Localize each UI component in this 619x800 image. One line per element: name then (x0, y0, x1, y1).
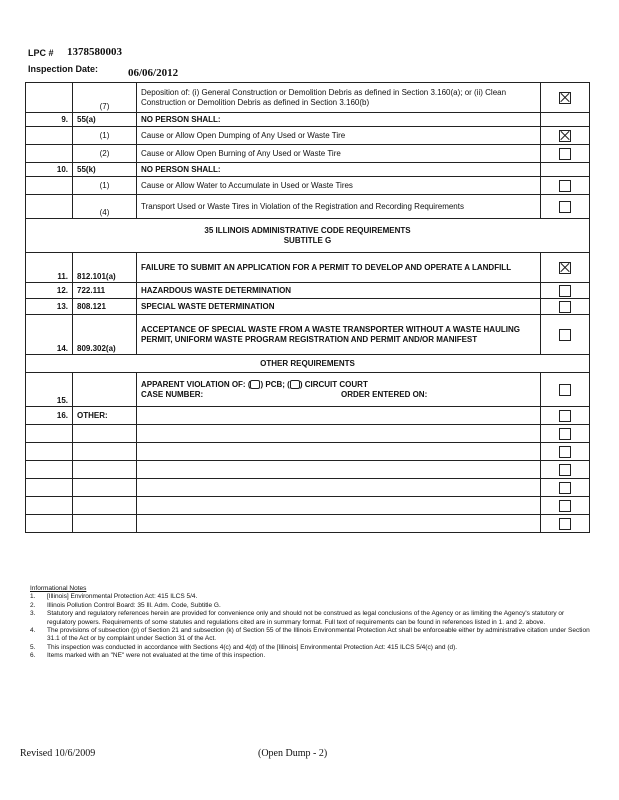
table-row (26, 315, 590, 355)
case-number-label: CASE NUMBER: (141, 389, 204, 399)
row-code: 55(a) (73, 113, 137, 127)
row-code: 809.302(a) (73, 315, 137, 355)
other-label: OTHER: (73, 407, 137, 425)
table-row (26, 253, 590, 283)
apparent-violation-label: APPARENT VIOLATION OF: (141, 379, 246, 389)
row-text: Cause or Allow Open Dumping of Any Used or Waste Tire (137, 127, 541, 145)
row-text: Cause or Allow Open Burning of Any Used or Waste Tire (137, 145, 541, 163)
table-row (26, 83, 590, 113)
note-text: [Illinois] Environmental Protection Act: 415 ILCS 5/4. (47, 593, 198, 601)
section-header-row (26, 355, 590, 373)
checkbox-other-6[interactable] (559, 500, 571, 512)
row-text: Transport Used or Waste Tires in Violation of the Registration and Recording Requirements (137, 195, 541, 219)
checkbox-12[interactable] (559, 285, 571, 297)
note-number: 1. (30, 593, 36, 601)
section-line-1: 35 ILLINOIS ADMINISTRATIVE CODE REQUIREMENTS (204, 225, 411, 235)
page-label: (Open Dump - 2) (258, 748, 328, 759)
checkbox-other-4[interactable] (559, 464, 571, 476)
section-title-other: OTHER REQUIREMENTS (26, 355, 590, 373)
row-text: HAZARDOUS WASTE DETERMINATION (137, 283, 541, 299)
checkbox-other-7[interactable] (559, 518, 571, 530)
section-line-2: SUBTITLE G (283, 235, 332, 245)
note-item (30, 652, 590, 660)
note-item (30, 602, 590, 610)
row-number: 15. (26, 373, 73, 407)
other-text-field[interactable] (137, 407, 541, 425)
row-number: 14. (26, 315, 73, 355)
row-sub: (7) (73, 83, 137, 113)
lpc-label: LPC # (28, 48, 54, 58)
apparent-violation-cell: APPARENT VIOLATION OF: ( ) PCB; ( ) CIRCUIT COURT CASE NUMBER: ORDER ENTERED ON: (137, 373, 541, 407)
row-text: SPECIAL WASTE DETERMINATION (137, 299, 541, 315)
note-item (30, 610, 590, 627)
other-text-field[interactable] (137, 497, 541, 515)
notes-list (30, 593, 590, 660)
checkbox-9-2[interactable] (559, 148, 571, 160)
row-text: NO PERSON SHALL: (137, 163, 541, 177)
checkbox-11[interactable] (559, 262, 571, 274)
pcb-checkbox[interactable] (250, 380, 260, 389)
order-entered-label: ORDER ENTERED ON: (341, 389, 428, 399)
note-text: The provisions of subsection (p) of Section 21 and subsection (k) of Section 55 of the Illinois Environmental Protection Act shall be enforceable either by administrative citation under Section 31.1 of the Act or by complaint under Section 31 of the Act. (47, 627, 590, 643)
row-number: 16. (26, 407, 73, 425)
table-row (26, 283, 590, 299)
checkbox-7[interactable] (559, 92, 571, 104)
note-text: Illinois Pollution Control Board: 35 Ill. Adm. Code, Subtitle G. (47, 601, 221, 609)
checkbox-other-3[interactable] (559, 446, 571, 458)
note-item (30, 644, 590, 652)
row-code: 722.111 (73, 283, 137, 299)
other-text-field[interactable] (137, 443, 541, 461)
section-title-35-iac (26, 219, 590, 253)
table-row (26, 163, 590, 177)
row-text: Deposition of: (i) General Construction or Demolition Debris as defined in Section 3.160(a); or (ii) Clean Construction or Demolition Debris as defined in Section 3.160(b) (137, 83, 541, 113)
section-header-row (26, 219, 590, 253)
row-code: 55(k) (73, 163, 137, 177)
requirements-table (25, 82, 590, 533)
note-number: 2. (30, 601, 36, 609)
inspection-date-label: Inspection Date: (28, 64, 99, 74)
row-text: FAILURE TO SUBMIT AN APPLICATION FOR A PERMIT TO DEVELOP AND OPERATE A LANDFILL (137, 253, 541, 283)
checkbox-10-1[interactable] (559, 180, 571, 192)
row-number: 10. (26, 163, 73, 177)
table-row (26, 373, 590, 407)
checkbox-10-4[interactable] (559, 201, 571, 213)
table-row (26, 497, 590, 515)
row-sub: (2) (73, 145, 137, 163)
note-number: 6. (30, 652, 36, 660)
row-sub: (4) (73, 195, 137, 219)
lpc-number: 1378580003 (67, 46, 122, 58)
note-item (30, 593, 590, 601)
row-number: 9. (26, 113, 73, 127)
row-code: 812.101(a) (73, 253, 137, 283)
checkbox-13[interactable] (559, 301, 571, 313)
checkbox-16[interactable] (559, 410, 571, 422)
table-row (26, 443, 590, 461)
table-row (26, 515, 590, 533)
table-row (26, 177, 590, 195)
table-row (26, 407, 590, 425)
checkbox-other-5[interactable] (559, 482, 571, 494)
table-row (26, 145, 590, 163)
table-row (26, 425, 590, 443)
checkbox-other-2[interactable] (559, 428, 571, 440)
circuit-court-checkbox[interactable] (290, 380, 300, 389)
row-sub: (1) (73, 127, 137, 145)
note-number: 5. (30, 643, 36, 651)
table-row (26, 461, 590, 479)
other-text-field[interactable] (137, 461, 541, 479)
table-row (26, 299, 590, 315)
note-text: Items marked with an "NE" were not evaluated at the time of this inspection. (47, 652, 266, 660)
table-row (26, 195, 590, 219)
circuit-court-label: CIRCUIT COURT (304, 379, 368, 389)
note-item (30, 627, 590, 644)
row-number: 11. (26, 253, 73, 283)
row-number: 13. (26, 299, 73, 315)
row-text: Cause or Allow Water to Accumulate in Used or Waste Tires (137, 177, 541, 195)
note-text: Statutory and regulatory references herein are provided for convenience only and should not be construed as legal conclusions of the Agency or as limiting the Agency's statutory or regulatory powers. Requirements of some statutes and regulations cited are in summary format. Full text of requirements can be found in references listed in 1. and 2. above. (47, 610, 565, 626)
note-number: 4. (30, 627, 36, 635)
table-row (26, 113, 590, 127)
informational-notes (30, 585, 590, 661)
checkbox-14[interactable] (559, 329, 571, 341)
note-number: 3. (30, 610, 36, 618)
note-text: This inspection was conducted in accordance with Sections 4(c) and 4(d) of the [Illinois] Environmental Protection Act: 415 ILCS 5/4(c) and (d). (47, 643, 458, 651)
revised-date: Revised 10/6/2009 (20, 748, 96, 759)
pcb-label: PCB; (265, 379, 285, 389)
inspection-date: 06/06/2012 (128, 67, 179, 79)
other-text-field[interactable] (137, 425, 541, 443)
other-text-field[interactable] (137, 479, 541, 497)
row-number: 12. (26, 283, 73, 299)
notes-title: Informational Notes (30, 585, 87, 592)
row-text: NO PERSON SHALL: (137, 113, 541, 127)
table-row (26, 127, 590, 145)
row-sub: (1) (73, 177, 137, 195)
checkbox-9-1[interactable] (559, 130, 571, 142)
other-text-field[interactable] (137, 515, 541, 533)
row-code: 808.121 (73, 299, 137, 315)
table-row (26, 479, 590, 497)
checkbox-15[interactable] (559, 384, 571, 396)
row-text: ACCEPTANCE OF SPECIAL WASTE FROM A WASTE TRANSPORTER WITHOUT A WASTE HAULING PERMIT, UNIFORM WASTE PROGRAM REGISTRATION AND PERMIT AND/OR MANIFEST (137, 315, 541, 355)
